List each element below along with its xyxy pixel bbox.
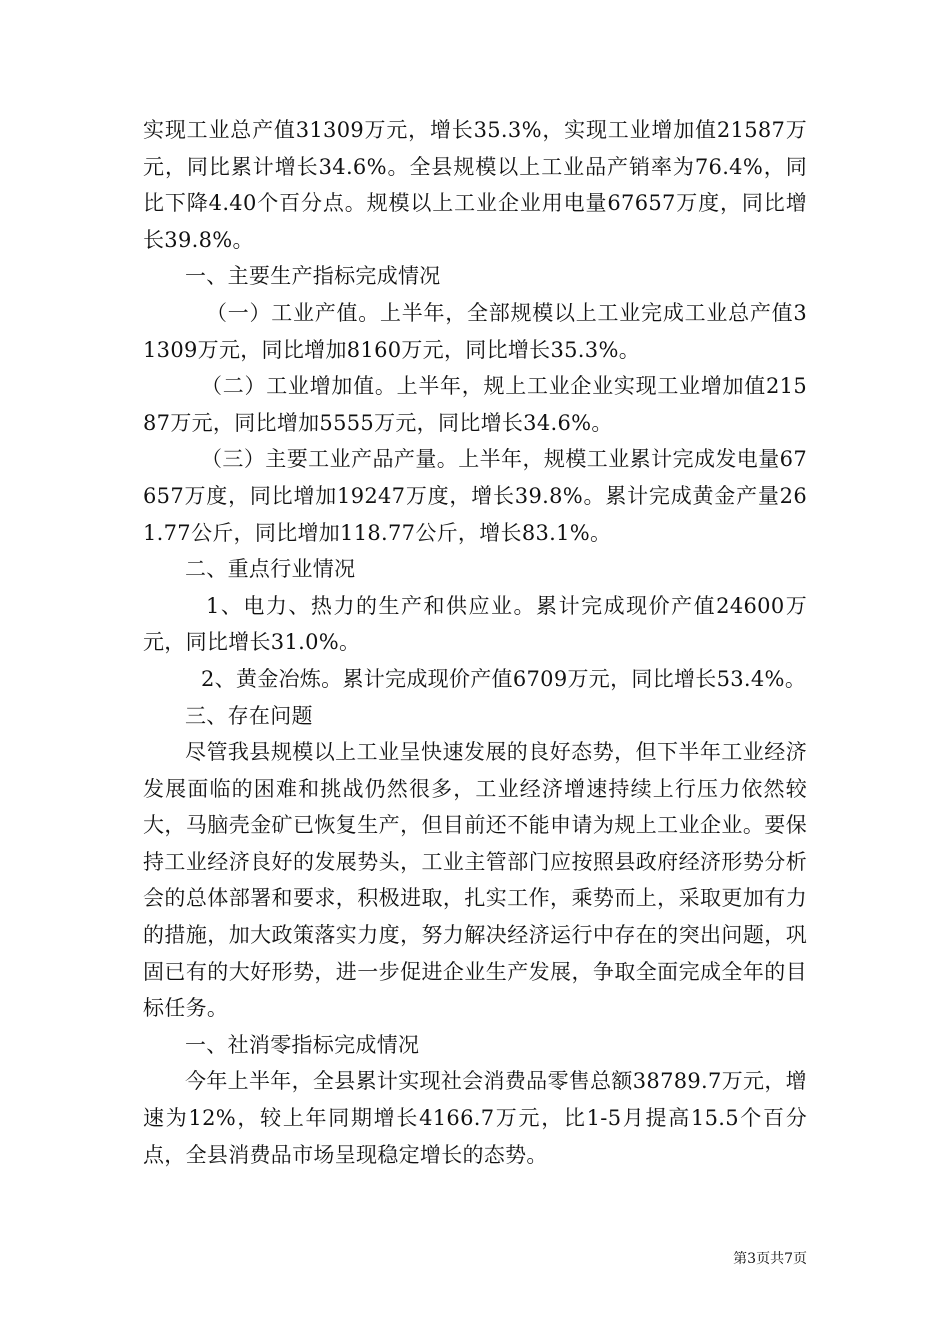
heading-main-indicators: 一、主要生产指标完成情况 (185, 264, 441, 289)
paragraph-product-output: （三）主要工业产品产量。上半年，规模工业累计完成发电量67657万度，同比增加19247万度，增长39.8%。累计完成黄金产量261.77公斤，同比增加118.77公斤，增长83.1%。 (143, 447, 807, 545)
document-body (143, 112, 807, 1173)
heading-retail-indicators: 一、社消零指标完成情况 (185, 1032, 420, 1057)
paragraph-industrial-output: （一）工业产值。上半年，全部规模以上工业完成工业总产值31309万元，同比增加8160万元，同比增长35.3%。 (143, 300, 807, 362)
heading-key-industries: 二、重点行业情况 (185, 557, 356, 582)
paragraph-power-industry: 1、电力、热力的生产和供应业。累计完成现价产值24600万元，同比增长31.0%。 (143, 593, 807, 655)
paragraph-industrial-summary: 实现工业总产值31309万元，增长35.3%，实现工业增加值21587万元，同比累计增长34.6%。全县规模以上工业品产销率为76.4%，同比下降4.40个百分点。规模以上工业企业用电量67657万度，同比增长39.8%。 (143, 118, 807, 252)
paragraph-value-added: （二）工业增加值。上半年，规上工业企业实现工业增加值21587万元，同比增加5555万元，同比增长34.6%。 (143, 374, 807, 435)
page-number: 第3页共7页 (733, 1251, 807, 1267)
heading-problems: 三、存在问题 (185, 703, 313, 728)
paragraph-retail-sales: 今年上半年，全县累计实现社会消费品零售总额38789.7万元，增速为12%，较上年同期增长4166.7万元，比1-5月提高15.5个百分点，全县消费品市场呈现稳定增长的态势。 (143, 1069, 807, 1167)
paragraph-problems: 尽管我县规模以上工业呈快速发展的良好态势，但下半年工业经济发展面临的困难和挑战仍然很多，工业经济增速持续上行压力依然较大，马脑壳金矿已恢复生产，但目前还不能申请为规上工业企业。要保持工业经济良好的发展势头，工业主管部门应按照县政府经济形势分析会的总体部署和要求，积极进取，扎实工作，乘势而上，采取更加有力的措施，加大政策落实力度，努力解决经济运行中存在的突出问题，巩固已有的大好形势，进一步促进企业生产发展，争取全面完成全年的目标任务。 (143, 740, 807, 1021)
paragraph-gold-smelting: 2、黄金冶炼。累计完成现价产值6709万元，同比增长53.4%。 (201, 666, 807, 691)
